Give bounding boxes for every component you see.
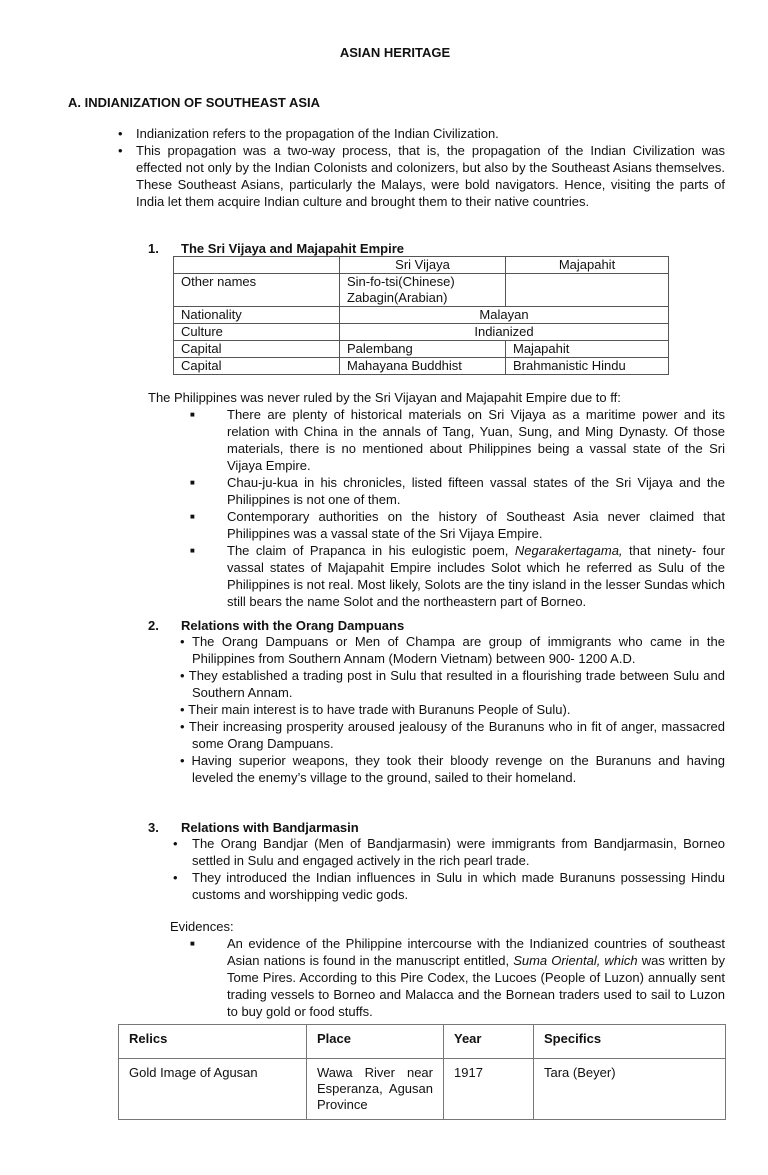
sub1-points (190, 406, 725, 610)
bullet-icon: • (118, 126, 123, 141)
bullet-icon: • (118, 143, 123, 158)
list-item: • Indianization refers to the propagation of the Indian Civilization. (118, 126, 499, 141)
relics-table (118, 1024, 726, 1120)
sub1-intro: The Philippines was never ruled by the Sri Vijayan and Majapahit Empire due to ff: (148, 390, 621, 405)
sub3-number: 3. (148, 820, 159, 835)
table-row: Culture Indianized (174, 324, 669, 341)
sub3-title: Relations with Bandjarmasin (181, 820, 359, 835)
bullet-icon: • (173, 870, 178, 885)
square-bullet-icon: ■ (190, 546, 195, 555)
list-item: ■ There are plenty of historical materials on Sri Vijaya as a maritime power and its relation with China in the annals of Tang, Yuan, Sung, and Ming Dynasty. Of those materials, there is no mentioned about Philippines being a vassal state of the Sri Vijaya Empire. (190, 407, 725, 473)
table-header-row: Relics Place Year Specifics (119, 1025, 726, 1059)
table-row: Capital Palembang Majapahit (174, 341, 669, 358)
page-title: ASIAN HERITAGE (339, 45, 451, 60)
evidences-label: Evidences: (170, 919, 234, 934)
section-a-bullets (118, 125, 725, 210)
sub1-title: The Sri Vijaya and Majapahit Empire (181, 241, 404, 256)
sub1-number: 1. (148, 241, 159, 256)
sub3-points (173, 835, 725, 903)
list-item: • Having superior weapons, they took their bloody revenge on the Buranuns and having leveled the enemy’s village to the ground, sailed to their homeland. (180, 753, 725, 785)
list-item: ■ Chau-ju-kua in his chronicles, listed fifteen vassal states of the Sri Vijaya and the Philippines is not one of them. (190, 475, 725, 507)
bullet-icon: • (173, 836, 178, 851)
table-row: Gold Image of Agusan Wawa River near Esperanza, Agusan Province 1917 Tara (Beyer) (119, 1059, 726, 1120)
list-item: ■ An evidence of the Philippine intercourse with the Indianized countries of southeast Asian nations is found in the manuscript entitled, Suma Oriental, which was written by Tome Pires. According to this Pire Codex, the Lucoes (People of Luzon) annually sent trading vessels to Borneo and Malacca and the Bornean traders used to sail to Luzon to buy gold or food stuffs. (190, 936, 725, 1019)
evidences-list (190, 935, 725, 1020)
list-item: ■ Contemporary authorities on the history of Southeast Asia never claimed that Philippines was a vassal state of the Sri Vijaya Empire. (190, 509, 725, 541)
list-item: • This propagation was a two-way process, that is, the propagation of the Indian Civilization was effected not only by the Indian Colonists and colonizers, but also by the Southeast Asians themselves. These Southeast Asians, particularly the Malays, were bold navigators. Hence, visiting the parts of India let them acquire Indian culture and brought them to their native countries. (118, 143, 725, 209)
list-item: • Their main interest is to have trade with Buranuns People of Sulu). (180, 702, 571, 717)
list-item: • They established a trading post in Sulu that resulted in a flourishing trade between Sulu and Southern Annam. (180, 668, 725, 700)
square-bullet-icon: ■ (190, 512, 195, 521)
square-bullet-icon: ■ (190, 478, 195, 487)
empire-table (173, 256, 669, 375)
square-bullet-icon: ■ (190, 939, 195, 948)
table-row: Sri Vijaya Majapahit (174, 257, 669, 274)
table-row: Other names Sin-fo-tsi(Chinese) Zabagin(Arabian) (174, 274, 669, 307)
list-item: ■ The claim of Prapanca in his eulogistic poem, Negarakertagama, that ninety- four vassal states of Majapahit Empire includes Solot which he referred as Sulu of the Philippines is not real. Most likely, Solots are the tiny island in the lesser Sundas which still bears the name Solot and the northeastern part of Borneo. (190, 543, 725, 609)
sub2-number: 2. (148, 618, 159, 633)
table-row: Nationality Malayan (174, 307, 669, 324)
sub2-title: Relations with the Orang Dampuans (181, 618, 405, 633)
list-item: • The Orang Dampuans or Men of Champa are group of immigrants who came in the Philippines from Southern Annam (Modern Vietnam) between 900- 1200 A.D. (180, 634, 725, 666)
list-item: • Their increasing prosperity aroused jealousy of the Buranuns who in fit of anger, massacred some Orang Dampuans. (180, 719, 725, 751)
table-row: Capital Mahayana Buddhist Brahmanistic Hindu (174, 358, 669, 375)
list-item: • They introduced the Indian influences in Sulu in which made Buranuns possessing Hindu customs and worshipping vedic gods. (173, 870, 725, 902)
section-a-heading: A. INDIANIZATION OF SOUTHEAST ASIA (68, 95, 321, 110)
list-item: • The Orang Bandjar (Men of Bandjarmasin) were immigrants from Bandjarmasin, Borneo settled in Sulu and engaged actively in the rich pearl trade. (173, 836, 725, 868)
square-bullet-icon: ■ (190, 410, 195, 419)
sub2-points (172, 633, 725, 786)
